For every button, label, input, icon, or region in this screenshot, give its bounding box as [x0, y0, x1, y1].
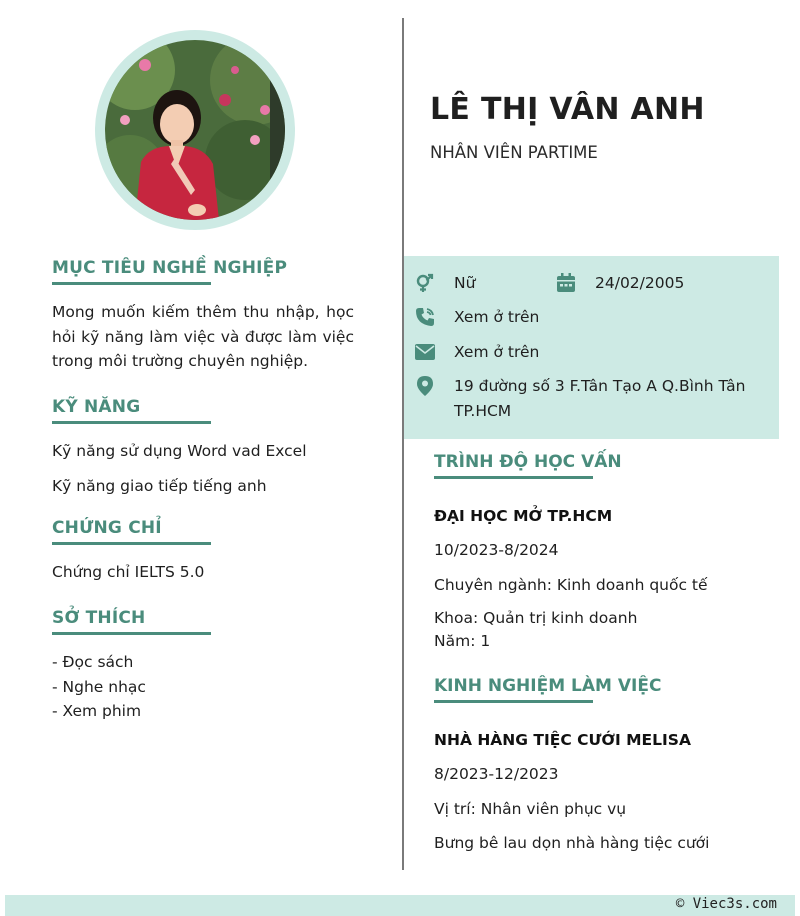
gender-row: [414, 271, 475, 296]
objective-text: Mong muốn kiếm thêm thu nhập, học hỏi kỹ năng làm việc và được làm việc trong môi trường chuyên nghiệp.: [52, 303, 354, 370]
experience-description: Bưng bê lau dọn nhà hàng tiệc cưới: [434, 834, 710, 852]
section-underline: [52, 632, 211, 635]
calendar-icon: [555, 271, 577, 295]
email-value: Xem ở trên: [454, 343, 540, 361]
avatar: [105, 40, 285, 220]
list-item: Kỹ năng giao tiếp tiếng anh: [52, 476, 267, 495]
education-section: [434, 452, 764, 653]
school-name: ĐẠI HỌC MỞ TP.HCM: [434, 507, 613, 525]
copyright-link[interactable]: © Viec3s.com: [675, 896, 777, 912]
email-icon: [414, 340, 436, 364]
section-title: CHỨNG CHỈ: [52, 518, 162, 538]
company-name: NHÀ HÀNG TIỆC CƯỚI MELISA: [434, 731, 691, 749]
section-underline: [52, 542, 211, 545]
section-title: KINH NGHIỆM LÀM VIỆC: [434, 676, 662, 696]
candidate-name: LÊ THỊ VÂN ANH: [430, 92, 705, 127]
section-underline: [52, 282, 211, 285]
section-title: TRÌNH ĐỘ HỌC VẤN: [434, 452, 622, 472]
footer-bar: [5, 895, 795, 916]
list-item: - Nghe nhạc: [52, 677, 146, 696]
email-row: [414, 340, 539, 365]
list-item: - Đọc sách: [52, 653, 134, 671]
job-title: NHÂN VIÊN PARTIME: [430, 143, 598, 162]
birthdate-value: 24/02/2005: [595, 274, 685, 292]
skills-section: [52, 397, 354, 498]
address-row: [414, 374, 754, 423]
phone-value: Xem ở trên: [454, 308, 540, 326]
avatar-photo: [105, 40, 285, 220]
location-pin-icon: [414, 374, 436, 398]
birthdate-row: [555, 271, 684, 296]
list-item: - Xem phim: [52, 702, 142, 720]
experience-section: [434, 676, 764, 856]
section-title: KỸ NĂNG: [52, 397, 141, 417]
phone-icon: [414, 305, 436, 329]
education-period: 10/2023-8/2024: [434, 541, 559, 559]
section-underline: [434, 700, 593, 703]
column-divider: [402, 18, 404, 870]
certificates-section: [52, 518, 354, 585]
list-item: Kỹ năng sử dụng Word vad Excel: [52, 442, 307, 460]
gender-icon: [414, 271, 436, 295]
objective-section: [52, 258, 354, 374]
hobbies-section: [52, 608, 354, 724]
section-underline: [434, 476, 593, 479]
section-title: SỞ THÍCH: [52, 608, 146, 628]
contact-panel: [404, 256, 779, 439]
phone-row: [414, 305, 539, 330]
avatar-frame: [95, 30, 295, 230]
list-item: Chứng chỉ IELTS 5.0: [52, 563, 205, 581]
education-major: Chuyên ngành: Kinh doanh quốc tế: [434, 575, 708, 594]
section-title: MỤC TIÊU NGHỀ NGHIỆP: [52, 258, 288, 278]
section-underline: [52, 421, 211, 424]
address-value: 19 đường số 3 F.Tân Tạo A Q.Bình Tân TP.HCM: [454, 377, 746, 420]
experience-position: Vị trí: Nhân viên phục vụ: [434, 799, 627, 818]
gender-value: Nữ: [454, 274, 476, 292]
education-faculty: Khoa: Quản trị kinh doanh: [434, 609, 638, 627]
education-year: Năm: 1: [434, 632, 491, 650]
experience-period: 8/2023-12/2023: [434, 765, 559, 783]
